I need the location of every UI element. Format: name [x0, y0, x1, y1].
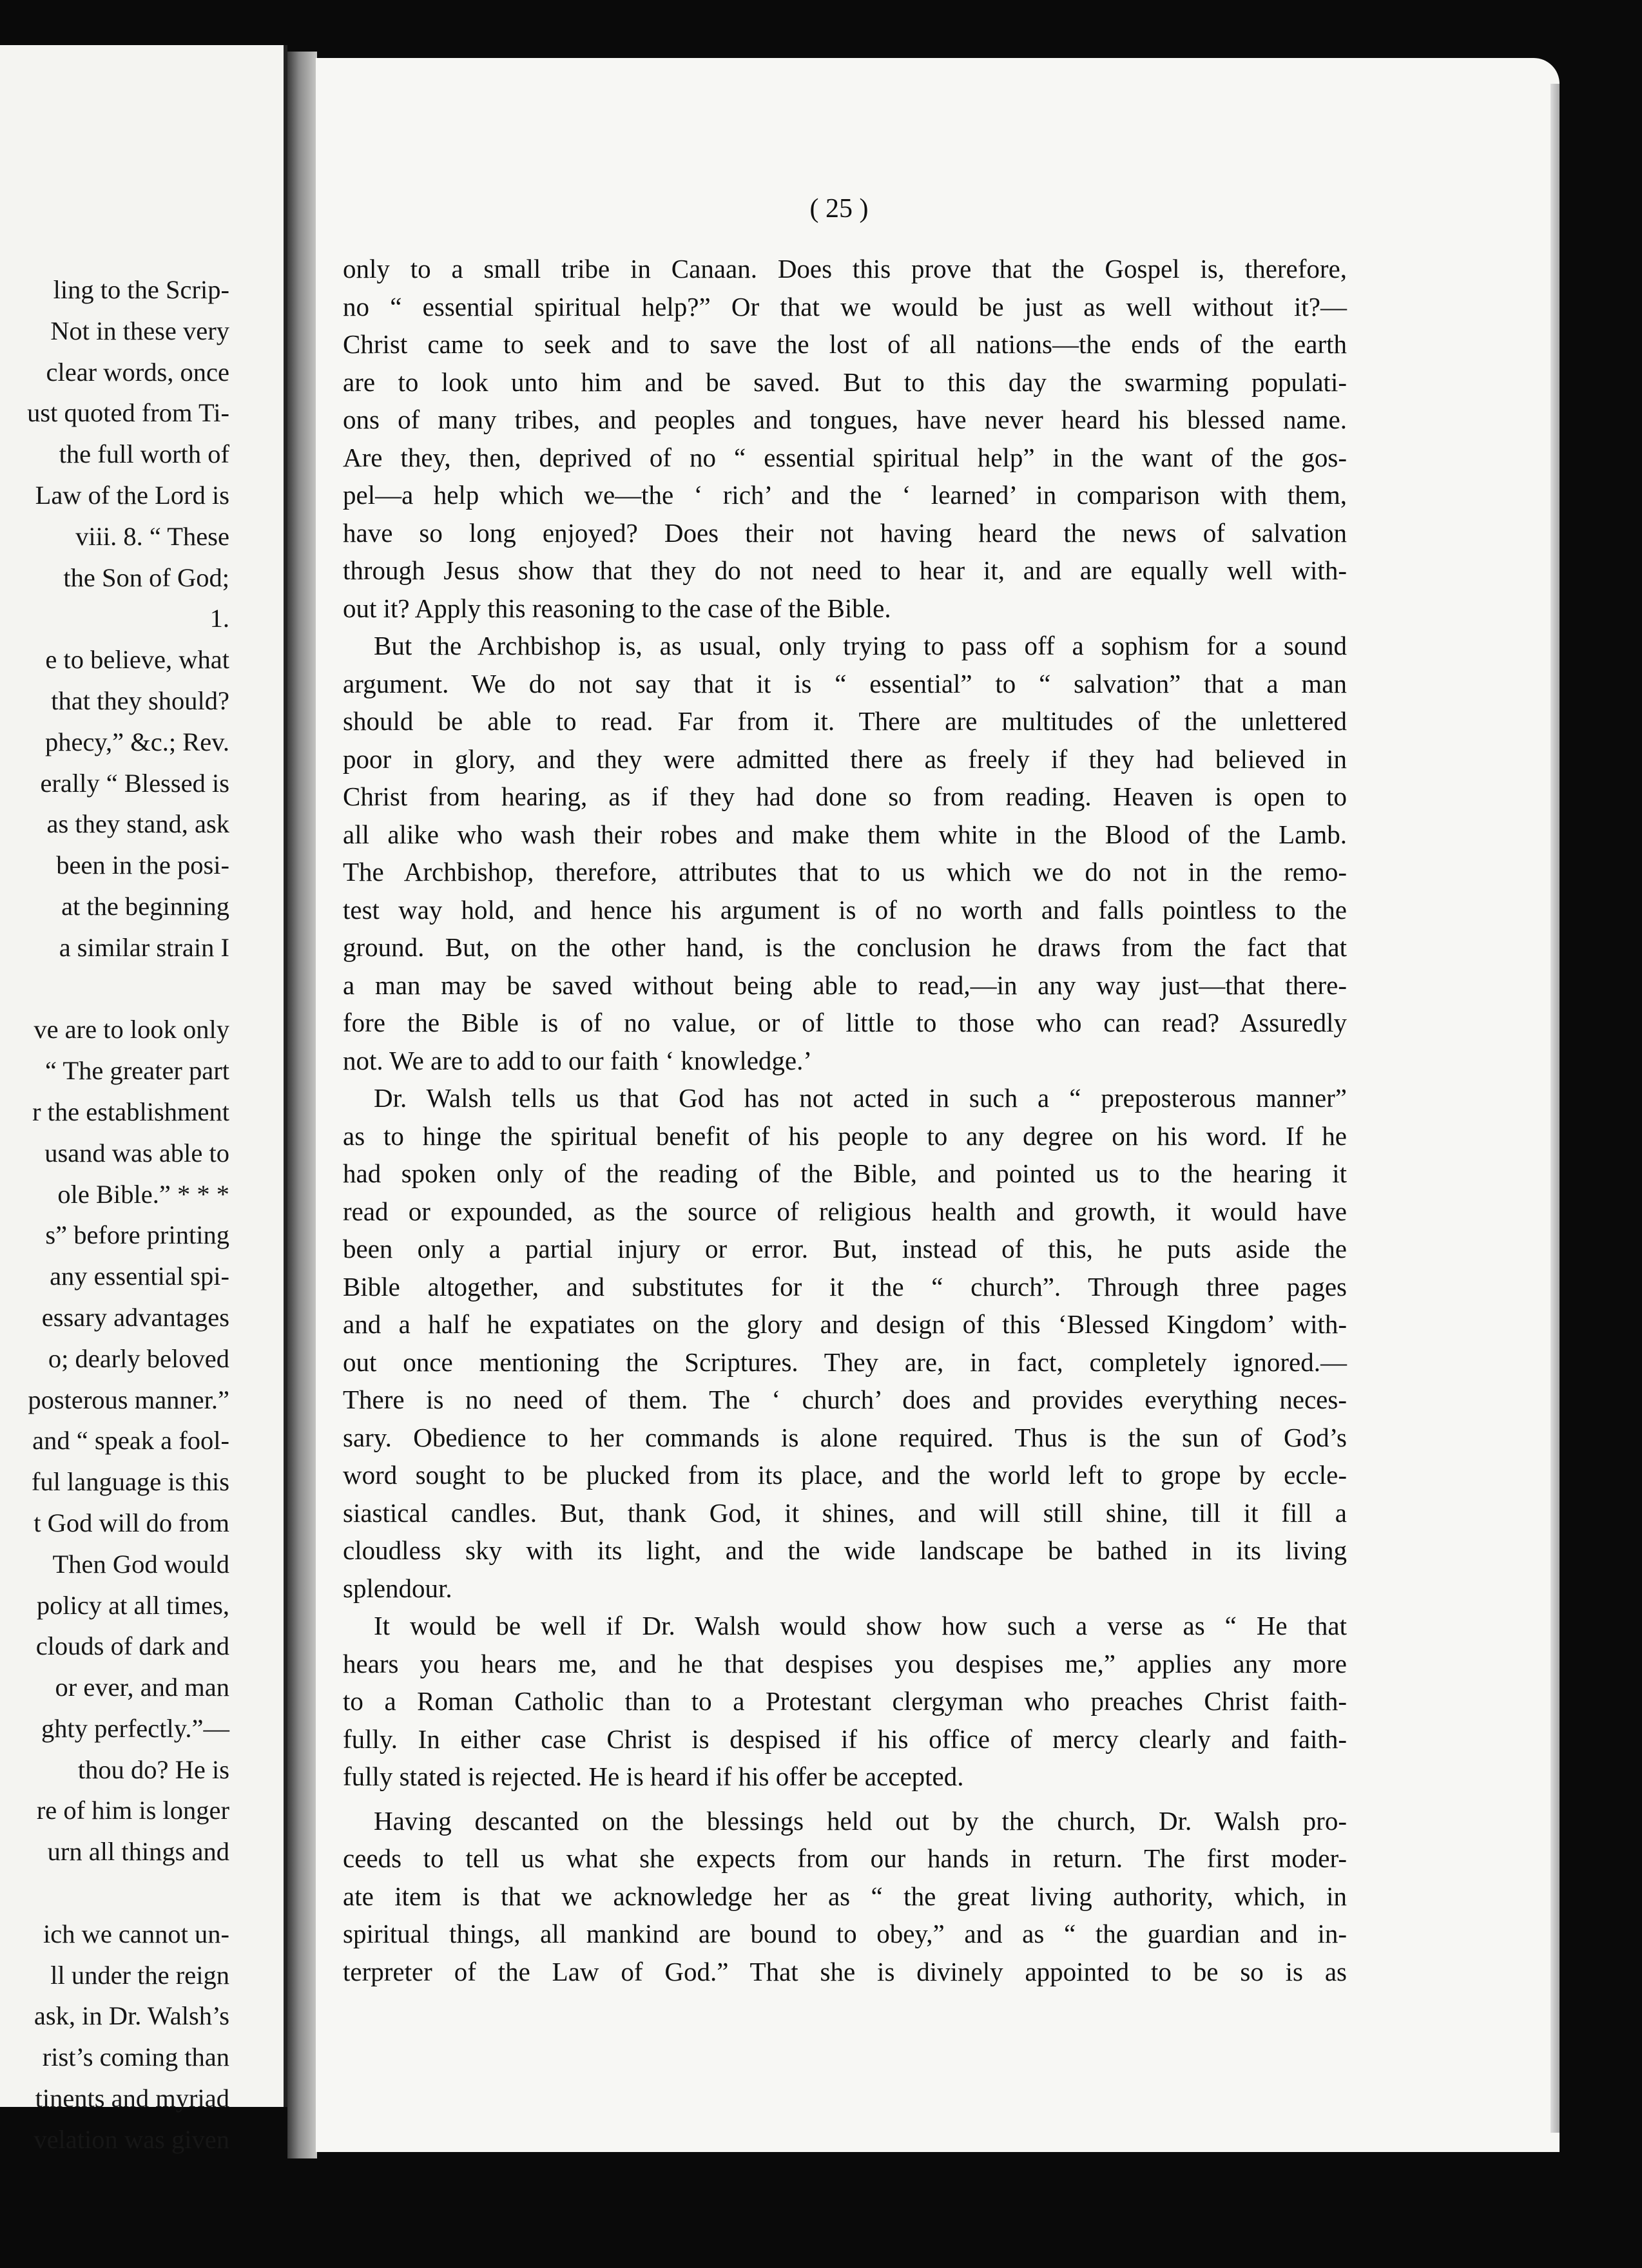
left-page-line: rist’s coming than: [42, 2042, 229, 2072]
left-page-line: t God will do from: [34, 1508, 229, 1537]
left-page-line: ich we cannot un-: [43, 1919, 229, 1948]
left-page-line: ghty perfectly.”—: [41, 1713, 229, 1743]
left-facing-page: [0, 45, 287, 2154]
left-page-line: ust quoted from Ti-: [27, 398, 229, 428]
text-line: splendour.: [343, 1573, 452, 1603]
text-line: word sought to be plucked from its place, and the world left to grope by eccle-: [343, 1460, 1347, 1490]
text-line: But the Archbishop is, as usual, only trying to pass off a sophism for a sound: [374, 631, 1347, 660]
left-page-line: Law of the Lord is: [35, 480, 229, 510]
left-page-line: clouds of dark and: [35, 1631, 229, 1661]
text-line: been only a partial injury or error. But, instead of this, he puts aside the: [343, 1234, 1347, 1264]
left-page-line: re of him is longer: [36, 1796, 229, 1825]
text-line: should be able to read. Far from it. There are multitudes of the unlettered: [343, 706, 1347, 736]
text-line: argument. We do not say that it is “ essential” to “ salvation” that a man: [343, 668, 1347, 698]
text-line: Are they, then, deprived of no “ essential spiritual help” in the want of the gos-: [343, 442, 1347, 472]
left-page-line: tinents and myriad: [35, 2084, 229, 2113]
left-page-line: Not in these very: [50, 316, 229, 345]
left-page-line: “ The greater part: [45, 1056, 229, 1086]
text-line: ground. But, on the other hand, is the conclusion he draws from the fact that: [343, 932, 1347, 962]
text-line: Dr. Walsh tells us that God has not acted in such a “ preposterous manner”: [374, 1083, 1347, 1113]
book-gutter: [287, 52, 317, 2158]
text-line: It would be well if Dr. Walsh would show how such a verse as “ He that: [374, 1611, 1347, 1640]
text-line: through Jesus show that they do not need to hear it, and are equally well with-: [343, 555, 1347, 585]
left-page-line: any essential spi-: [50, 1262, 229, 1291]
text-line: hears you hears me, and he that despises you despises me,” applies any more: [343, 1648, 1347, 1678]
text-line: pel—a help which we—the ‘ rich’ and the ‘ learned’ in comparison with them,: [343, 480, 1347, 510]
left-page-line: erally “ Blessed is: [40, 768, 229, 798]
left-page-line: at the beginning: [61, 891, 229, 921]
left-page-line: viii. 8. “ These: [75, 521, 229, 551]
text-line: Bible altogether, and substitutes for it the “ church”. Through three pages: [343, 1271, 1347, 1302]
left-page-line: ling to the Scrip-: [53, 275, 229, 304]
left-page-line: and “ speak a fool-: [32, 1426, 229, 1456]
text-line: poor in glory, and they were admitted there as freely if they had believed in: [343, 744, 1347, 774]
left-page-line: or ever, and man: [55, 1673, 229, 1702]
text-line: fully stated is rejected. He is heard if his offer be accepted.: [343, 1762, 964, 1791]
text-line: siastical candles. But, thank God, it shines, and will still shine, till it fill a: [343, 1497, 1347, 1528]
text-line: not. We are to add to our faith ‘ knowledge.’: [343, 1045, 813, 1075]
left-page-line: posterous manner.”: [28, 1385, 229, 1414]
text-line: out it? Apply this reasoning to the case of the Bible.: [343, 593, 891, 623]
left-page-line: clear words, once: [46, 357, 229, 387]
left-page-line: a similar strain I: [59, 932, 229, 962]
left-page-line: s” before printing: [45, 1220, 229, 1250]
text-line: ate item is that we acknowledge her as “ the great living authority, which, in: [343, 1881, 1347, 1911]
left-page-line: usand was able to: [44, 1138, 229, 1168]
left-page-line: as they stand, ask: [46, 809, 229, 839]
left-page-line: essary advantages: [41, 1302, 229, 1332]
left-page-line: urn all things and: [47, 1837, 229, 1867]
text-line: There is no need of them. The ‘ church’ does and provides everything neces-: [343, 1385, 1347, 1414]
text-line: Christ from hearing, as if they had done so from reading. Heaven is open to: [343, 782, 1347, 811]
left-page-line: ve are to look only: [34, 1015, 229, 1044]
text-line: fore the Bible is of no value, or of little to those who can read? Assuredly: [343, 1008, 1347, 1037]
left-page-line: o; dearly beloved: [48, 1343, 229, 1373]
text-line: only to a small tribe in Canaan. Does this prove that the Gospel is, therefore,: [343, 254, 1347, 284]
text-line: have so long enjoyed? Does their not having heard the news of salvation: [343, 517, 1347, 548]
text-line: and a half he expatiates on the glory and design of this ‘Blessed Kingdom’ with-: [343, 1309, 1347, 1339]
text-line: sary. Obedience to her commands is alone required. Thus is the sun of God’s: [343, 1422, 1347, 1452]
text-line: Christ came to seek and to save the lost of all nations—the ends of the earth: [343, 329, 1347, 359]
left-page-line: that they should?: [51, 686, 229, 715]
left-page-line: e to believe, what: [45, 645, 229, 675]
left-page-line: the full worth of: [59, 439, 229, 469]
left-page-line: 1.: [209, 604, 229, 633]
left-page-line: the Son of God;: [63, 562, 229, 592]
left-page-line: ask, in Dr. Walsh’s: [34, 2001, 229, 2031]
left-page-line: [0, 1872, 229, 1914]
text-line: cloudless sky with its light, and the wide landscape be bathed in its living: [343, 1535, 1347, 1565]
text-line: ons of many tribes, and peoples and tongues, have never heard his blessed name.: [343, 405, 1347, 434]
text-line: test way hold, and hence his argument is of no worth and falls pointless to the: [343, 894, 1347, 925]
text-line: had spoken only of the reading of the Bible, and pointed us to the hearing it: [343, 1158, 1347, 1188]
left-page-line: ful language is this: [31, 1467, 229, 1497]
text-line: read or expounded, as the source of religious health and growth, it would have: [343, 1196, 1347, 1226]
text-line: The Archbishop, therefore, attributes that to us which we do not in the remo-: [343, 857, 1347, 887]
text-line: to a Roman Catholic than to a Protestant clergyman who preaches Christ faith-: [343, 1686, 1347, 1716]
text-line: as to hinge the spiritual benefit of his people to any degree on his word. If he: [343, 1120, 1347, 1151]
left-page-line: policy at all times,: [36, 1590, 229, 1620]
text-line: ceeds to tell us what she expects from our hands in return. The first moder-: [343, 1843, 1347, 1873]
left-page-line: [0, 968, 229, 1010]
text-line: all alike who wash their robes and make them white in the Blood of the Lamb.: [343, 819, 1347, 849]
text-line: Having descanted on the blessings held out by the church, Dr. Walsh pro-: [374, 1805, 1347, 1836]
left-page-line: r the establishment: [32, 1097, 229, 1126]
left-page-line: thou do? He is: [77, 1754, 229, 1784]
left-page-line: ll under the reign: [50, 1960, 229, 1990]
text-line: terpreter of the Law of God.” That she is divinely appointed to be so is as: [343, 1956, 1347, 1986]
text-line: spiritual things, all mankind are bound to obey,” and as “ the guardian and in-: [343, 1919, 1347, 1948]
text-line: fully. In either case Christ is despised if his office of mercy clearly and faith-: [343, 1724, 1347, 1754]
body-text-column: [343, 250, 1347, 1990]
text-line: no “ essential spiritual help?” Or that we would be just as well without it?—: [343, 291, 1347, 322]
left-page-line: ole Bible.” * * *: [57, 1179, 229, 1209]
left-page-line: been in the posi-: [56, 850, 229, 880]
page-edge: [1550, 84, 1560, 2133]
left-page-line: phecy,” &c.; Rev.: [44, 727, 229, 756]
left-page-line: velation was given: [34, 2124, 229, 2154]
text-line: a man may be saved without being able to read,—in any way just—that there-: [343, 970, 1347, 1000]
left-page-text-column: [0, 269, 229, 2160]
page-number: ( 25 ): [809, 194, 869, 224]
text-line: are to look unto him and be saved. But to this day the swarming populati-: [343, 367, 1347, 397]
left-page-line: Then God would: [52, 1549, 229, 1579]
text-line: out once mentioning the Scriptures. They are, in fact, completely ignored.—: [343, 1347, 1347, 1377]
